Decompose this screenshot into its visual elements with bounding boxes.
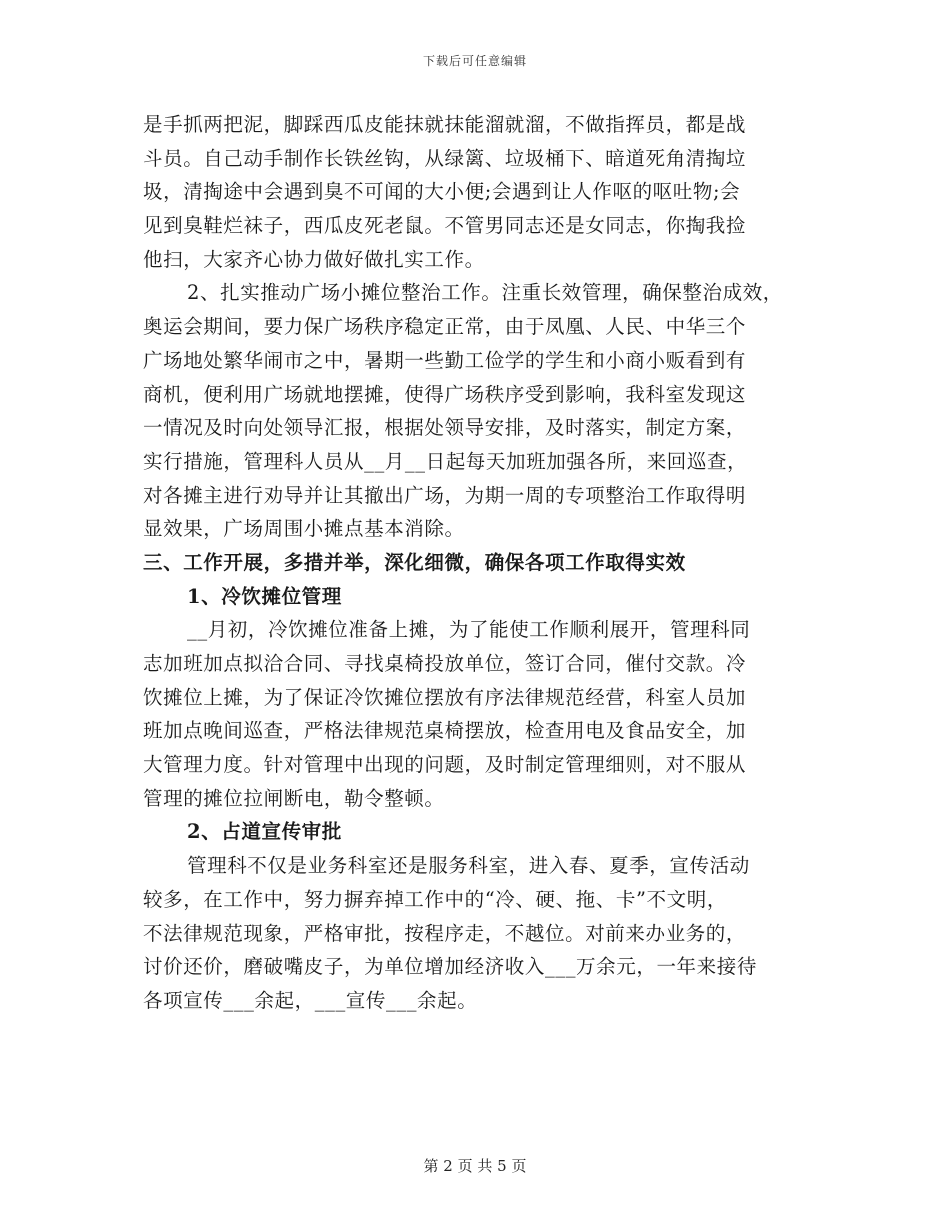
text-line: 管理的摊位拉闸断电，勒令整顿。 xyxy=(143,786,445,810)
text-line: 圾，清掏途中会遇到臭不可闻的大小便;会遇到让人作呕的呕吐物;会 xyxy=(143,180,741,204)
text-line: 班加点晚间巡查，严格法律规范桌椅摆放，检查用电及食品安全，加 xyxy=(143,719,747,743)
text-line: 大管理力度。针对管理中出现的问题，及时制定管理细则，对不服从 xyxy=(143,753,747,777)
section-heading: 1、冷饮摊位管理 xyxy=(187,584,342,608)
text-line: 讨价还价，磨破嘴皮子，为单位增加经济收入___万余元，一年来接待 xyxy=(143,955,757,979)
text-line: 各项宣传___余起，___宣传___余起。 xyxy=(143,988,478,1012)
text-line: 他扫，大家齐心协力做好做扎实工作。 xyxy=(143,247,485,271)
text-line: 饮摊位上摊，为了保证冷饮摊位摆放有序法律规范经营，科室人员加 xyxy=(143,685,747,709)
text-line: 是手抓两把泥，脚踩西瓜皮能抹就抹能溜就溜，不做指挥员，都是战 xyxy=(143,113,747,136)
download-note: 下载后可任意编辑 xyxy=(422,54,527,68)
text-line: __月初，冷饮摊位准备上摊，为了能使工作顺利展开，管理科同 xyxy=(187,618,751,642)
text-line: 一情况及时向处领导汇报，根据处领导安排，及时落实，制定方案， xyxy=(143,416,747,440)
text-line: 显效果，广场周围小摊点基本消除。 xyxy=(143,517,465,541)
text-line: 较多，在工作中，努力摒弃掉工作中的“冷、硬、拖、卡”不文明， xyxy=(143,887,727,911)
text-line: 见到臭鞋烂袜子，西瓜皮死老鼠。不管男同志还是女同志，你掏我捡 xyxy=(143,214,747,238)
text-line: 管理科不仅是业务科室还是服务科室，进入春、夏季，宣传活动 xyxy=(187,854,750,878)
text-line: 广场地处繁华闹市之中，暑期一些勤工俭学的学生和小商小贩看到有 xyxy=(143,348,747,372)
text-line: 奥运会期间，要力保广场秩序稳定正常，由于凤凰、人民、中华三个 xyxy=(143,315,747,339)
page-number: 第 2 页 共 5 页 xyxy=(423,1157,527,1175)
text-line: 对各摊主进行劝导并让其撤出广场，为期一周的专项整治工作取得明 xyxy=(143,483,747,507)
section-heading: 2、占道宣传审批 xyxy=(187,820,342,844)
text-line: 实行措施，管理科人员从__月__日起每天加班加强各所，来回巡查， xyxy=(143,449,748,473)
text-line: 志加班加点拟洽合同、寻找桌椅投放单位，签订合同，催付交款。冷 xyxy=(143,652,747,675)
section-heading: 三、工作开展，多措并举，深化细微，确保各项工作取得实效 xyxy=(143,550,686,574)
text-line: 2、扎实推动广场小摊位整治工作。注重长效管理，确保整治成效， xyxy=(187,281,783,305)
text-line: 不法律规范现象，严格审批，按程序走，不越位。对前来办业务的， xyxy=(143,921,747,945)
document-body xyxy=(143,108,833,1018)
text-line: 商机，便利用广场就地摆摊，使得广场秩序受到影响，我科室发现这 xyxy=(143,382,747,406)
text-line: 斗员。自己动手制作长铁丝钩，从绿篱、垃圾桶下、暗道死角清掏垃 xyxy=(143,146,747,170)
